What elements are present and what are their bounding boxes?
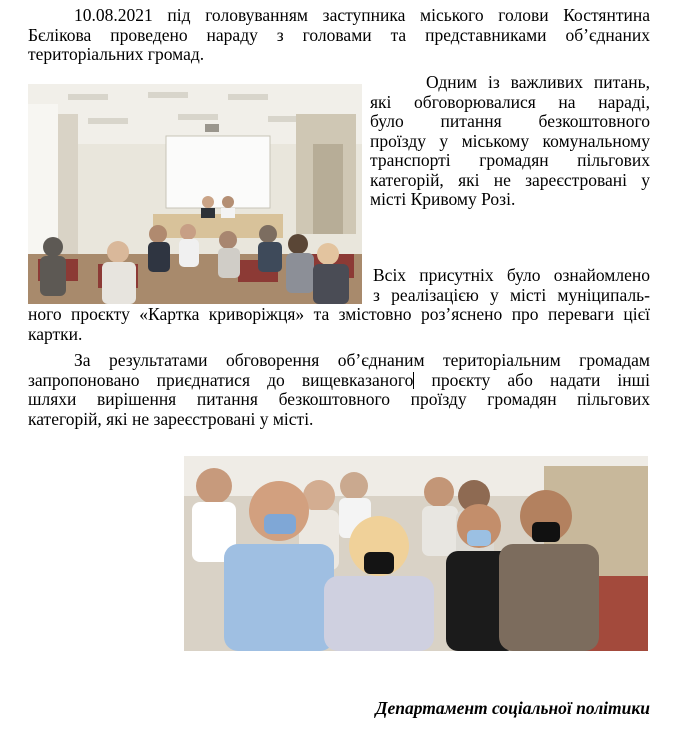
para2-line-4: проїзду у міському комунальному bbox=[370, 130, 650, 151]
paragraph-3-bottom bbox=[28, 305, 650, 344]
participants-in-masks-photo bbox=[184, 456, 648, 651]
para4-line-2-b: проєкту або надати інші bbox=[414, 369, 650, 390]
para2-line-3: було питання безкоштовного bbox=[370, 111, 650, 131]
para3-line-3: ного проєкту «Картка криворіжця» та змістовно роз’яснено про переваги цієї bbox=[28, 304, 650, 324]
para1-line-3: територіальних громад. bbox=[28, 44, 205, 64]
para2-line-5: транспорті громадян пільгових bbox=[370, 150, 650, 170]
para3-line-2: з реалізацією у місті муніципаль- bbox=[373, 284, 650, 305]
paragraph-2 bbox=[370, 73, 650, 210]
para2-line-7: місті Кривому Розі. bbox=[370, 189, 516, 209]
para1-line-2: Бєлікова проведено нараду з головами та представниками об’єднаних bbox=[28, 24, 650, 45]
para2-line-6: категорій, які не зареєстровані у bbox=[370, 169, 650, 190]
meeting-room-photo bbox=[28, 84, 362, 304]
paragraph-3-top bbox=[373, 266, 650, 305]
para4-line-4: категорій, які не зареєстровані у місті. bbox=[28, 408, 314, 429]
para4-line-2 bbox=[28, 371, 650, 391]
para3-line-1: Всіх присутніх було ознайомлено bbox=[373, 265, 650, 285]
para2-line-2: які обговорювалися на нараді, bbox=[370, 91, 650, 112]
para4-line-2-a: запропоновано приєднатися до вищевказаного bbox=[28, 369, 414, 390]
para4-line-1: За результатами обговорення об’єднаним територіальним громадам bbox=[74, 350, 650, 370]
para1-line-1: 10.08.2021 під головуванням заступника міського голови Костянтина bbox=[74, 5, 650, 25]
paragraph-1 bbox=[28, 6, 650, 65]
para4-line-3: шляхи вирішення питання безкоштовного проїзду громадян пільгових bbox=[28, 389, 650, 409]
para2-line-1: Одним із важливих питань, bbox=[426, 72, 650, 92]
paragraph-4 bbox=[28, 351, 650, 429]
department-signature: Департамент соціальної політики bbox=[375, 698, 650, 718]
para3-line-4: картки. bbox=[28, 323, 83, 344]
